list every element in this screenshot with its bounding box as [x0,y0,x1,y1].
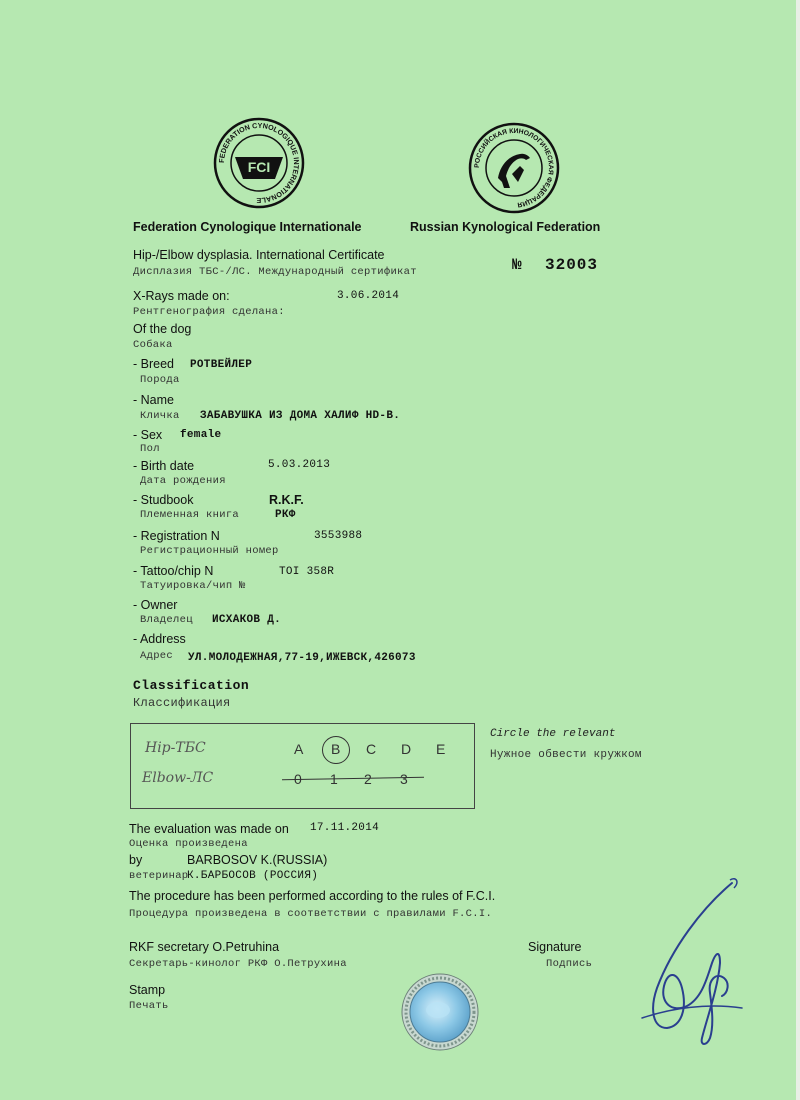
fci-org-name: Federation Cynologique Internationale [133,220,362,234]
signature-scribble [612,868,752,1068]
name-value: ЗАБАВУШКА ИЗ ДОМА ХАЛИФ HD-B. [200,410,401,422]
circle-note-ru: Нужное обвести кружком [490,749,642,761]
secretary-ru: Секретарь-кинолог РКФ О.Петрухина [129,958,347,970]
tattoo-label-en: - Tattoo/chip N [133,564,214,578]
hologram-stamp [400,972,480,1052]
xray-date: 3.06.2014 [337,290,400,302]
hip-label: Hip-ТБС [145,740,206,756]
birth-label-en: - Birth date [133,459,195,473]
registration-label-en: - Registration N [133,529,220,543]
address-label-ru: Адрес [140,650,174,662]
certificate-title-en: Hip-/Elbow dysplasia. International Certificate [133,248,385,262]
rkf-org-name: Russian Kynological Federation [410,220,601,234]
xray-label-ru: Рентгенография сделана: [133,306,285,318]
procedure-ru: Процедура произведена в соответствии с правилами F.C.I. [129,908,493,920]
sex-label-en: - Sex [133,428,163,442]
by-label-ru: ветеринар [129,870,189,882]
fci-ring-text: FEDERATION CYNOLOGIQUE INTERNATIONALE [216,120,302,206]
owner-value: ИСХАКОВ Д. [212,614,282,626]
rkf-logo [468,122,560,214]
fci-logo [213,117,305,209]
elbow-grade-3: 3 [400,771,408,787]
procedure-en: The procedure has been performed according to the rules of F.C.I. [129,889,496,903]
breed-value: РОТВЕЙЛЕР [190,359,253,371]
evaluation-date: 17.11.2014 [310,822,380,834]
certificate-number-symbol: № [512,256,523,274]
tattoo-value: TOI 358R [279,566,335,578]
registration-label-ru: Регистрационный номер [140,545,279,557]
birth-label-ru: Дата рождения [140,475,226,487]
classification-box [130,723,475,809]
hip-grade-b: B [331,741,341,757]
dog-label-en: Of the dog [133,322,192,336]
tattoo-label-ru: Татуировка/чип № [140,580,246,592]
classification-title-ru: Классификация [133,696,231,710]
name-label-en: - Name [133,393,174,407]
dog-label-ru: Собака [133,339,173,351]
elbow-label: Elbow-ЛС [142,770,214,786]
certificate-number: 32003 [545,256,599,274]
stamp-label-ru: Печать [129,1000,169,1012]
circle-note-en: Circle the relevant [490,728,616,740]
hip-grade-e: E [436,741,446,757]
sex-label-ru: Пол [140,443,160,455]
vet-name-en: BARBOSOV K.(RUSSIA) [187,853,328,867]
evaluation-label-en: The evaluation was made on [129,822,289,836]
hip-grade-a: A [294,741,304,757]
signature-label-ru: Подпись [546,958,593,970]
certificate-title-ru: Дисплазия ТБС-/ЛС. Международный сертификат [133,266,417,278]
birth-value: 5.03.2013 [268,459,331,471]
hip-grade-selected-circle [322,736,350,764]
vet-name-ru: К.БАРБОСОВ (РОССИЯ) [187,870,319,882]
studbook-label-en: - Studbook [133,493,194,507]
breed-label-en: - Breed [133,357,174,371]
owner-label-ru: Владелец [140,614,193,626]
studbook-label-ru: Племенная книга [140,509,240,521]
sex-value: female [180,429,222,441]
xray-label-en: X-Rays made on: [133,289,230,303]
owner-label-en: - Owner [133,598,178,612]
hip-grade-d: D [401,741,412,757]
evaluation-label-ru: Оценка произведена [129,838,248,850]
classification-title-en: Classification [133,678,250,693]
registration-value: 3553988 [314,530,363,542]
page-edge [796,0,800,1100]
fci-logo-text: FCI [247,159,271,175]
signature-label-en: Signature [528,940,582,954]
studbook-value-en: R.K.F. [269,493,304,507]
secretary-en: RKF secretary O.Petruhina [129,940,280,954]
stamp-label-en: Stamp [129,983,166,997]
hip-grade-c: C [366,741,377,757]
by-label-en: by [129,853,143,867]
breed-label-ru: Порода [140,374,180,386]
address-label-en: - Address [133,632,186,646]
studbook-value-ru: РКФ [275,509,296,521]
address-value: УЛ.МОЛОДЕЖНАЯ,77-19,ИЖЕВСК,426073 [188,652,416,664]
name-label-ru: Кличка [140,410,180,422]
rkf-ring-text: РОССИЙСКАЯ КИНОЛОГИЧЕСКАЯ ФЕДЕРАЦИЯ [473,127,555,208]
